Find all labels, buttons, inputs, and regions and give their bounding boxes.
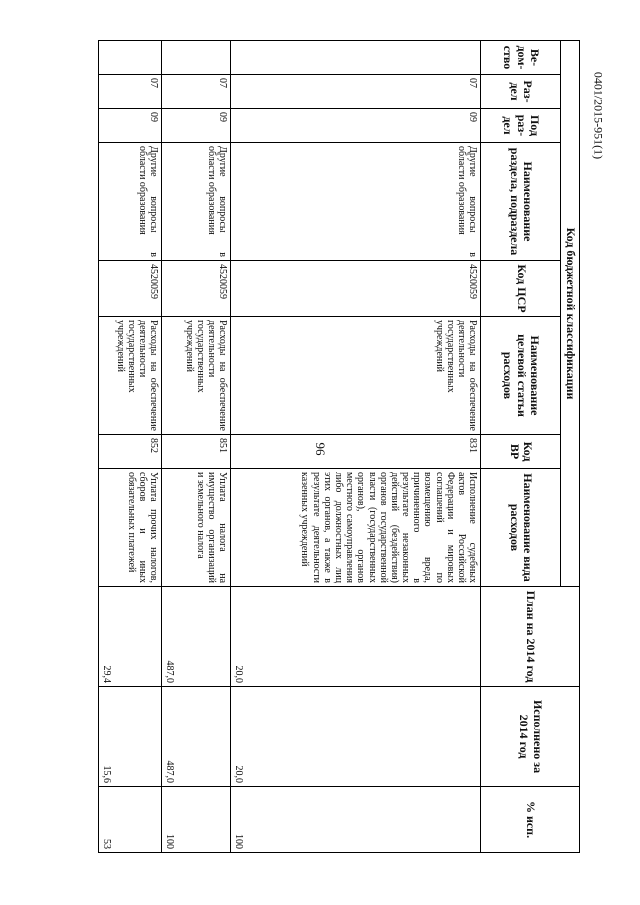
- budget-execution-table: [98, 40, 580, 853]
- cell-razdel: 07: [162, 75, 231, 109]
- cell-csr-name: Расходы на обеспечение деятельности государственных учреждений: [231, 317, 481, 435]
- cell-plan: 29,4: [99, 587, 162, 687]
- cell-csr: 4520059: [231, 261, 481, 317]
- table-row: [231, 41, 481, 853]
- cell-percent: 53: [99, 787, 162, 853]
- table-row: [99, 41, 162, 853]
- group-header: Код бюджетной классификации: [561, 41, 580, 587]
- document-code: 0401/2015-951(1): [591, 71, 606, 160]
- cell-ved: [162, 41, 231, 75]
- cell-vr: 831: [231, 435, 481, 469]
- cell-razdel-name: Другие вопросы в области образования: [99, 143, 162, 261]
- cell-vr-name: Исполнение судебных актов Российской Федерации и мировых соглашений по возмещению вреда, причиненного в результате незаконных действий (бездействия) органов государственной власти (государственных органов), органов местного самоуправления либо должностных лиц этих органов, а также в результате деятельности казенных учреждений: [231, 469, 481, 587]
- cell-ved: [99, 41, 162, 75]
- cell-vr-name: Уплата налога на имущество организаций и земельного налога: [162, 469, 231, 587]
- cell-podrazdel: 09: [99, 109, 162, 143]
- cell-percent: 100: [231, 787, 481, 853]
- cell-csr: 4520059: [99, 261, 162, 317]
- header-csr: Код ЦСР: [481, 261, 561, 317]
- cell-vr: 852: [99, 435, 162, 469]
- cell-podrazdel: 09: [162, 109, 231, 143]
- cell-csr-name: Расходы на обеспечение деятельности государственных учреждений: [162, 317, 231, 435]
- cell-ved: [231, 41, 481, 75]
- cell-razdel-name: Другие вопросы в области образования: [162, 143, 231, 261]
- cell-vr: 851: [162, 435, 231, 469]
- cell-executed: 15,6: [99, 687, 162, 787]
- header-podrazdel: Под раз-дел: [481, 109, 561, 143]
- table-row: [162, 41, 231, 853]
- cell-csr: 4520059: [162, 261, 231, 317]
- budget-table-container: [60, 40, 580, 852]
- cell-percent: 100: [162, 787, 231, 853]
- cell-razdel-name: Другие вопросы в области образования: [231, 143, 481, 261]
- header-executed: Исполнено за 2014 год: [481, 687, 580, 787]
- page-number: 96: [313, 442, 328, 456]
- header-plan: План на 2014 год: [481, 587, 580, 687]
- cell-razdel: 07: [231, 75, 481, 109]
- cell-executed: 487,0: [162, 687, 231, 787]
- header-razdel: Раз-дел: [481, 75, 561, 109]
- header-vr-name: Наименование вида расходов: [481, 469, 561, 587]
- cell-executed: 20,0: [231, 687, 481, 787]
- cell-vr-name: Уплата прочих налогов, сборов и иных обязательных платежей: [99, 469, 162, 587]
- header-ved: Ве-дом-ство: [481, 41, 561, 75]
- cell-razdel: 07: [99, 75, 162, 109]
- header-percent: % исп.: [481, 787, 580, 853]
- header-vr: Код ВР: [481, 435, 561, 469]
- header-csr-name: Наименование целевой статьи расходов: [481, 317, 561, 435]
- header-razdel-name: Наименование раздела, подраздела: [481, 143, 561, 261]
- cell-plan: 20,0: [231, 587, 481, 687]
- cell-plan: 487,0: [162, 587, 231, 687]
- cell-csr-name: Расходы на обеспечение деятельности государственных учреждений: [99, 317, 162, 435]
- cell-podrazdel: 09: [231, 109, 481, 143]
